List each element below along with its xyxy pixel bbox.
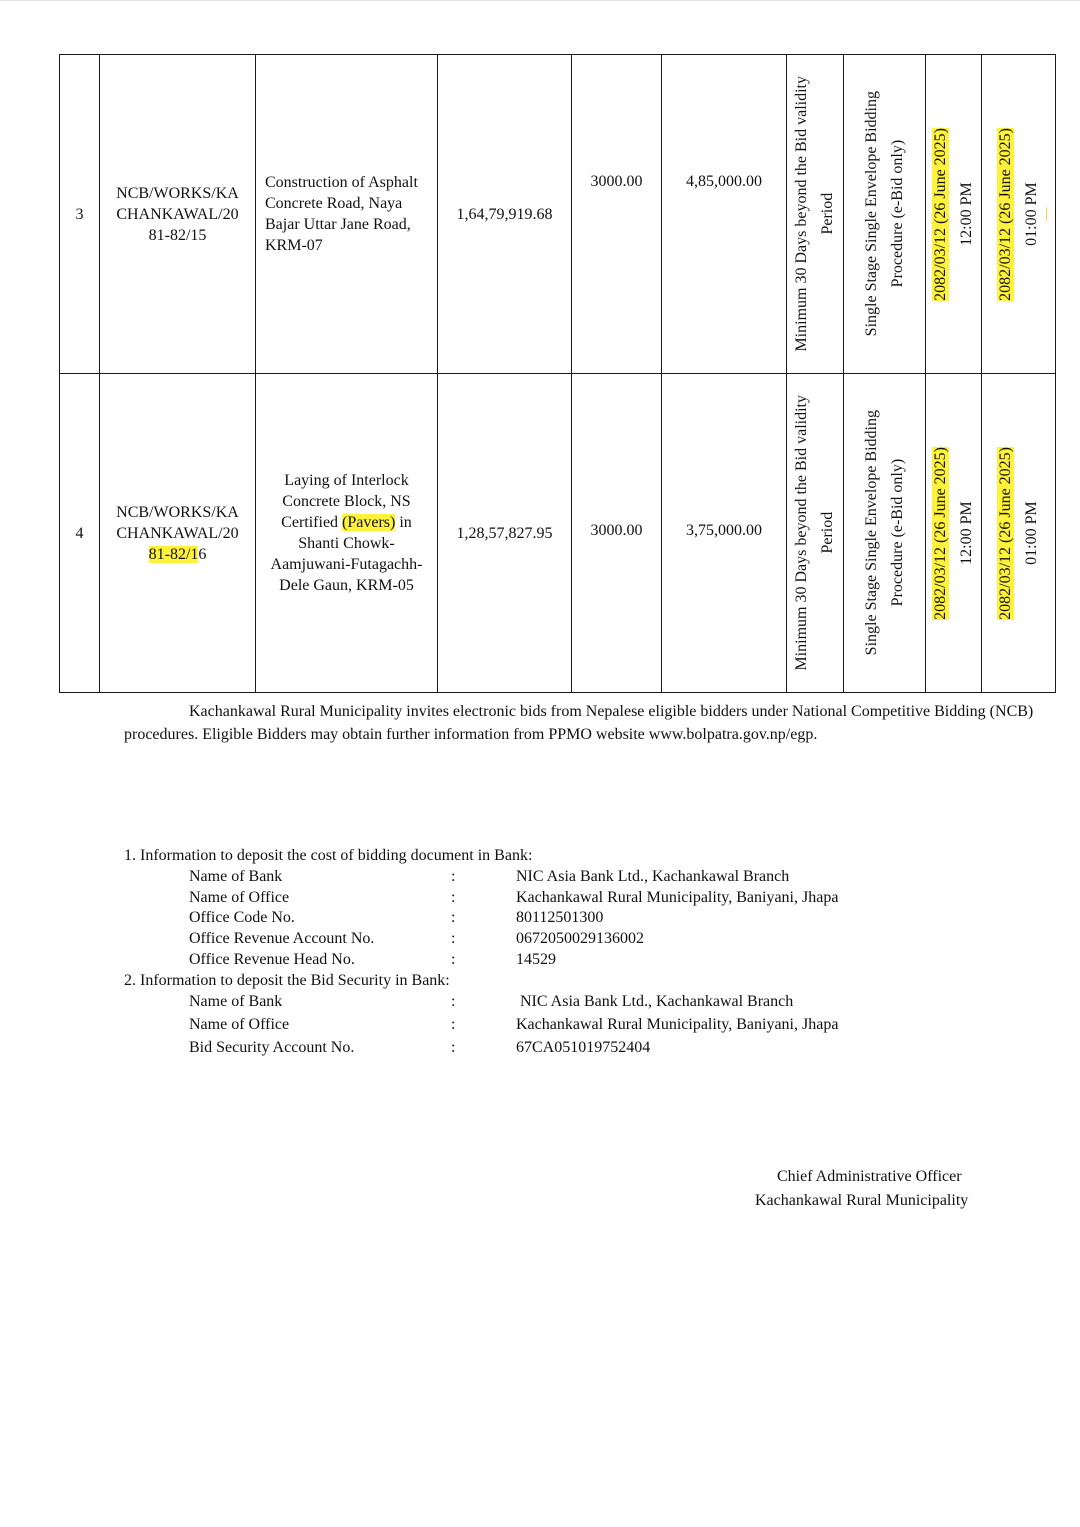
page-top-border [0, 0, 1080, 1]
bank-label: Office Code No. [189, 909, 295, 926]
bidding-procedure-cell: Single Stage Single Envelope Bidding Procedure (e-Bid only) [844, 374, 926, 693]
colon: : [451, 930, 456, 947]
submission-date-cell: 2082/03/12 (26 June 2025) 12:00 PM [926, 374, 982, 693]
bank-label: Office Revenue Account No. [189, 930, 375, 947]
bank-label: Name of Office [189, 889, 290, 906]
bank-value: 0672050029136002 [516, 930, 644, 947]
serial-number-cell: 4 [60, 374, 100, 693]
colon: : [451, 868, 456, 885]
colon: : [451, 951, 456, 968]
bidding-procedure-cell: Single Stage Single Envelope Bidding Procedure (e-Bid only) [844, 55, 926, 374]
table-row [60, 374, 1056, 693]
bank-label: Office Revenue Head No. [189, 951, 355, 968]
document-fee-cell: 3000.00 [572, 55, 662, 374]
table-row [60, 55, 1056, 374]
bank-section-1-title: 1. Information to deposit the cost of bidding document in Bank: [124, 847, 533, 864]
signatory-title: Chief Administrative Officer [777, 1168, 962, 1185]
serial-number-cell: 3 [60, 55, 100, 374]
work-name-cell: Laying of Interlock Concrete Block, NS Certified (Pavers) in Shanti Chowk- Aamjuwani-Futagachh- Dele Gaun, KRM-05 [256, 374, 438, 693]
bank-value: 14529 [516, 951, 556, 968]
work-name-cell: Construction of Asphalt Concrete Road, Naya Bajar Uttar Jane Road, KRM-07 [256, 55, 438, 374]
highlight-mark [1046, 207, 1047, 221]
bank-label: Name of Office [189, 1016, 290, 1033]
colon: : [451, 1016, 456, 1033]
bid-validity-cell: Minimum 30 Days beyond the Bid validity Period [787, 374, 844, 693]
bank-value: NIC Asia Bank Ltd., Kachankawal Branch [520, 993, 794, 1010]
invitation-paragraph: Kachankawal Rural Municipality invites electronic bids from Nepalese eligible bidders under National Competitive Bidding (NCB) procedures. Eligible Bidders may obtain further information from PPMO website www.bolpatra.gov.np/egp. [124, 703, 1034, 743]
bid-security-cell: 3,75,000.00 [662, 374, 787, 693]
bid-validity-cell: Minimum 30 Days beyond the Bid validity Period [787, 55, 844, 374]
opening-date-cell: 2082/03/12 (26 June 2025) 01:00 PM [982, 55, 1056, 374]
bank-value: 67CA051019752404 [516, 1039, 651, 1056]
bank-label: Name of Bank [189, 868, 283, 885]
cost-estimate-cell: 1,28,57,827.95 [438, 374, 572, 693]
bank-value: Kachankawal Rural Municipality, Baniyani, Jhapa [516, 1016, 839, 1033]
colon: : [451, 1039, 456, 1056]
opening-date-cell: 2082/03/12 (26 June 2025) 01:00 PM [982, 374, 1056, 693]
colon: : [451, 993, 456, 1010]
bank-section-2-title: 2. Information to deposit the Bid Security in Bank: [124, 972, 450, 989]
bank-value: Kachankawal Rural Municipality, Baniyani, Jhapa [516, 889, 839, 906]
bank-label: Bid Security Account No. [189, 1039, 355, 1056]
bank-value: 80112501300 [516, 909, 604, 926]
document-fee-cell: 3000.00 [572, 374, 662, 693]
signatory-organization: Kachankawal Rural Municipality [755, 1192, 969, 1209]
bank-label: Name of Bank [189, 993, 283, 1010]
bid-security-cell: 4,85,000.00 [662, 55, 787, 374]
submission-date-cell: 2082/03/12 (26 June 2025) 12:00 PM [926, 55, 982, 374]
colon: : [451, 889, 456, 906]
contract-id-cell: NCB/WORKS/KA CHANKAWAL/20 81-82/16 [100, 374, 256, 693]
colon: : [451, 909, 456, 926]
contract-id-cell: NCB/WORKS/KA CHANKAWAL/20 81-82/15 [100, 55, 256, 374]
bank-value: NIC Asia Bank Ltd., Kachankawal Branch [516, 868, 790, 885]
bid-table [59, 54, 1056, 693]
cost-estimate-cell: 1,64,79,919.68 [438, 55, 572, 374]
